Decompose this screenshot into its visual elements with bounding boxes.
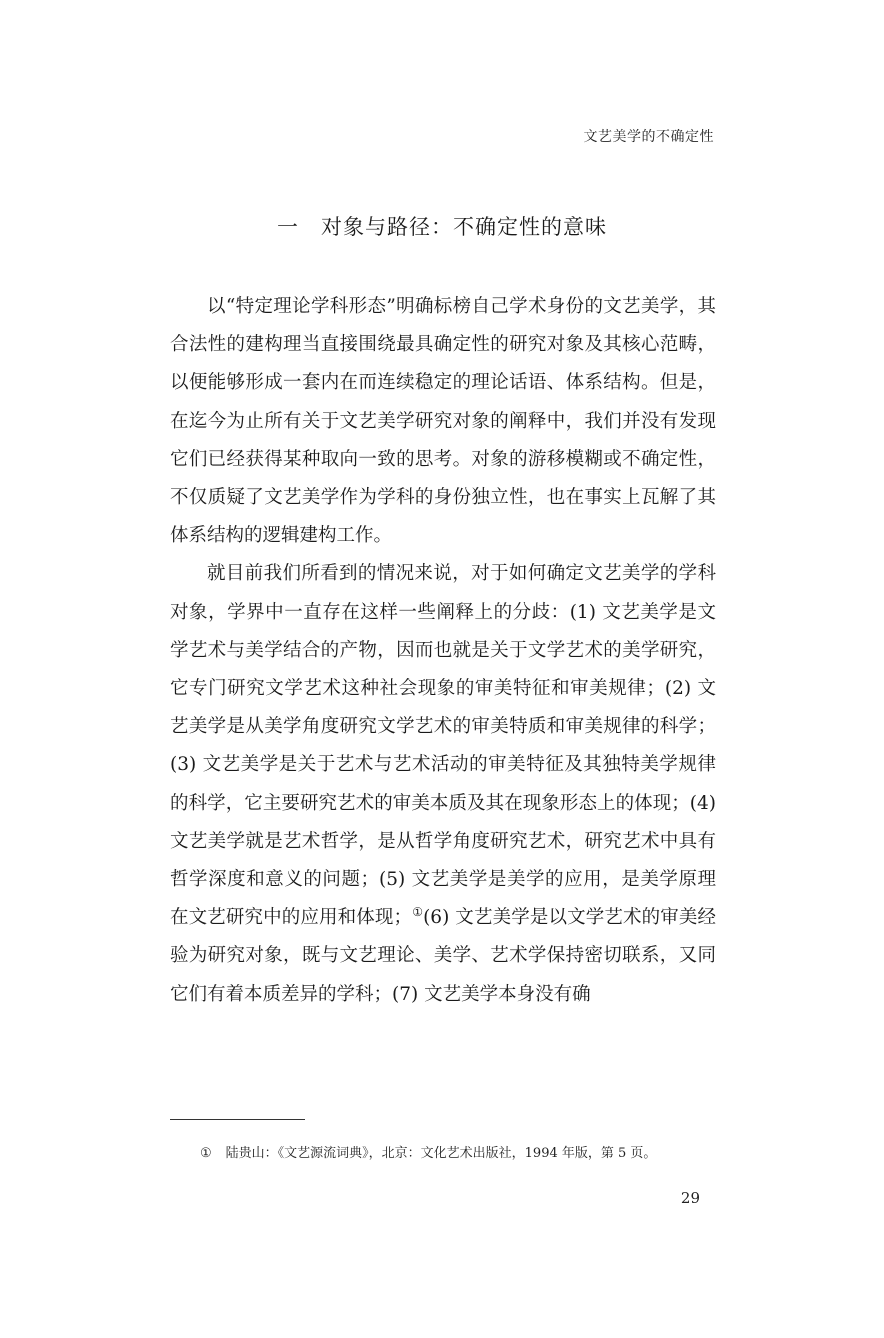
footnote-reference-mark[interactable]: ①: [412, 905, 424, 920]
section-title: 对象与路径：不确定性的意味: [321, 215, 607, 239]
paragraph-2-part-1: 就目前我们所看到的情况来说，对于如何确定文艺美学的学科对象，学界中一直存在这样一些阐释上的分歧：(1) 文艺美学是文学艺术与美学结合的产物，因而也就是关于文学艺术的美学研究，它专门研究文学艺术这种社会现象的审美特征和审美规律；(2) 文艺美学是从美学角度研究文学艺术的审美特质和审美规律的科学；(3) 文艺美学是关于艺术与艺术活动的审美特征及其独特美学规律的科学，它主要研究艺术的审美本质及其在现象形态上的体现；(4) 文艺美学就是艺术哲学，是从哲学角度研究艺术，研究艺术中具有哲学深度和意义的问题；(5) 文艺美学是美学的应用，是美学原理在文艺研究中的应用和体现；: [170, 563, 716, 929]
section-number: 一: [277, 215, 299, 239]
paragraph-2-part-2: (6) 文艺美学是以文学艺术的审美经验为研究对象，既与文艺理论、美学、艺术学保持密切联系，又同它们有着本质差异的学科；(7) 文艺美学本身没有确: [170, 907, 716, 1005]
paragraph-1: 以“特定理论学科形态”明确标榜自己学术身份的文艺美学，其合法性的建构理当直接围绕最具确定性的研究对象及其核心范畴，以便能够形成一套内在而连续稳定的理论话语、体系结构。但是，在迄今为止所有关于文艺美学研究对象的阐释中，我们并没有发现它们已经获得某种取向一致的思考。对象的游移模糊或不确定性，不仅质疑了文艺美学作为学科的身份独立性，也在事实上瓦解了其体系结构的逻辑建构工作。: [170, 296, 716, 547]
section-heading: [0, 211, 884, 241]
paragraph-2: [170, 555, 716, 1013]
body-text: [170, 288, 716, 1014]
page-number: 29: [680, 1189, 700, 1207]
running-header: 文艺美学的不确定性: [583, 129, 714, 145]
footnote-divider: [170, 1119, 305, 1120]
footnote-mark: ①: [200, 1146, 212, 1161]
footnote-text: 陆贵山：《文艺源流词典》，北京：文化艺术出版社，1994 年版，第 5 页。: [225, 1146, 657, 1161]
footnote: [200, 1142, 656, 1161]
